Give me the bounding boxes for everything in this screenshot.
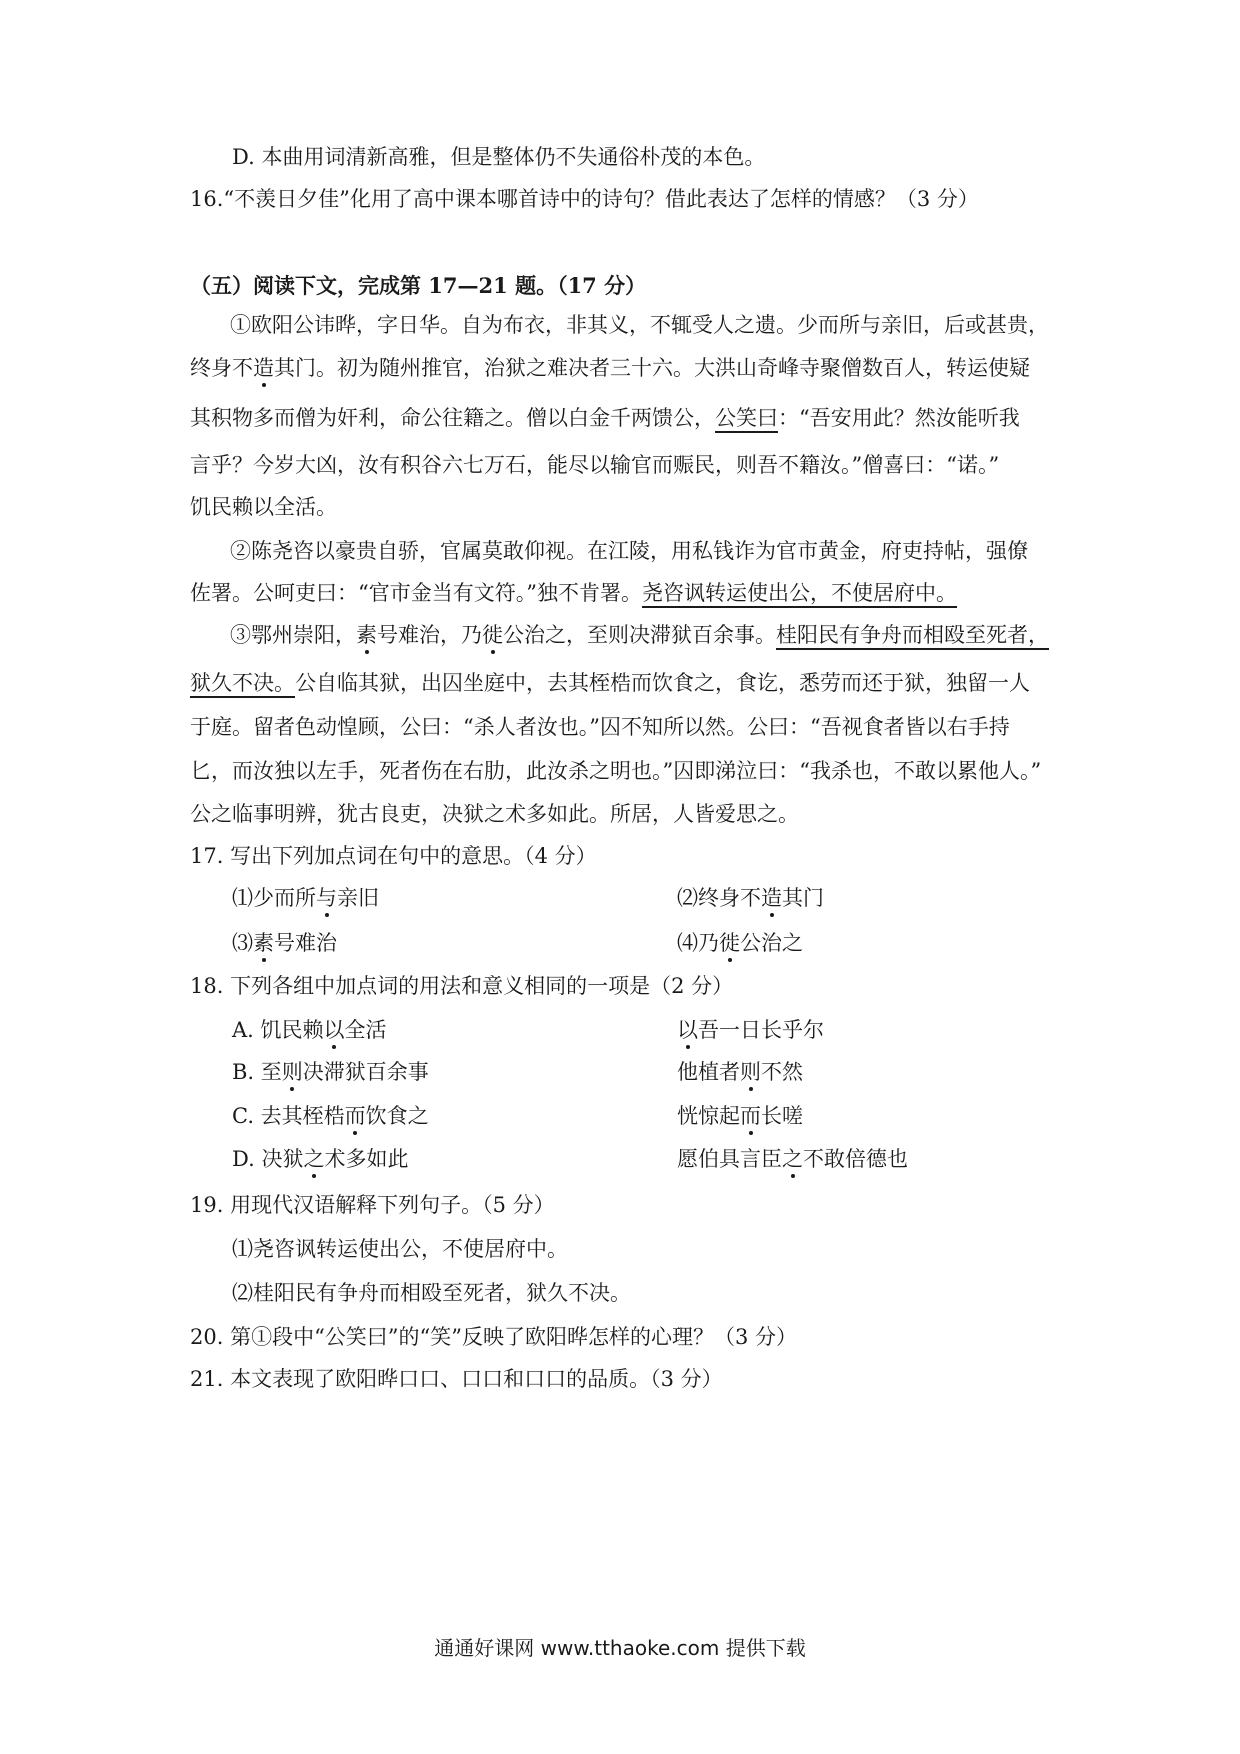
q18-option-c [232, 1101, 803, 1131]
text-segment: 号难治 [274, 931, 337, 955]
text-segment: ⑶ [232, 931, 253, 955]
text-segment: 不敢倍德也 [803, 1147, 908, 1171]
text-segment: 吾一日长乎尔 [698, 1018, 824, 1042]
passage-p2-line2 [190, 578, 957, 608]
text-segment: B. 至 [232, 1060, 282, 1084]
text-segment: 饮食之 [365, 1104, 429, 1128]
question-20: 20. 第①段中“公笑曰”的“笑”反映了欧阳晔怎样的心理？（3 分） [190, 1325, 798, 1349]
text-segment: A. 饥民赖 [232, 1018, 324, 1042]
question-21: 21. 本文表现了欧阳晔口口、口口和口口的品质。（3 分） [190, 1367, 723, 1391]
passage-p3-line2 [190, 668, 1030, 698]
passage-p2-line1: ②陈尧咨以豪贵自骄，官属莫敢仰视。在江陵，用私钱诈为官市黄金，府吏持帖，强僚 [230, 539, 1028, 563]
dotted-word: 与 [316, 886, 337, 910]
dotted-word: 素 [253, 931, 274, 955]
text-segment: 佐署。公呵吏曰：“官市金当有文符。”独不肯署。 [190, 581, 642, 605]
dotted-word: 造 [761, 886, 782, 910]
text-segment: 亲旧 [337, 886, 379, 910]
dotted-word: 而 [344, 1104, 366, 1128]
dotted-word: 则 [740, 1060, 761, 1084]
q17-row1 [232, 883, 824, 913]
dotted-word: 徙 [482, 623, 503, 647]
text-segment: 公治之 [740, 931, 803, 955]
footer-source: 通通好课网 www.tthaoke.com 提供下载 [434, 1636, 806, 1660]
passage-p3-line1 [230, 620, 1049, 650]
dotted-word: 素 [356, 623, 377, 647]
q19-sentence-2: ⑵桂阳民有争舟而相殴至死者，狱久不决。 [232, 1281, 631, 1305]
passage-p1-line5: 饥民赖以全活。 [190, 495, 337, 519]
dotted-word: 徙 [719, 931, 740, 955]
passage-p1-line4: 言乎？今岁大凶，汝有积谷六七万石，能尽以输官而赈民，则吾不籍汝。”僧喜曰：“诺。” [190, 453, 1000, 477]
question-19: 19. 用现代汉语解释下列句子。（5 分） [190, 1193, 555, 1217]
q18-option-a [232, 1015, 824, 1045]
passage-p3-line5: 公之临事明辨，犹古良吏，决狱之术多如此。所居，人皆爱思之。 [190, 802, 799, 826]
dotted-word: 则 [281, 1060, 303, 1084]
text-segment: ⑷乃 [677, 931, 719, 955]
q17-row2 [232, 928, 803, 958]
text-segment: 术多如此 [324, 1147, 409, 1171]
dotted-word: 以 [677, 1018, 698, 1042]
dotted-word: 之 [303, 1147, 325, 1171]
dotted-word: 而 [740, 1104, 761, 1128]
text-segment: 不然 [761, 1060, 803, 1084]
text-segment: 恍惊起 [677, 1104, 740, 1128]
passage-p1-line1: ①欧阳公讳晔，字日华。自为布衣，非其义，不辄受人之遗。少而所与亲旧，后或甚贵， [230, 313, 1049, 337]
question-18: 18. 下列各组中加点词的用法和意义相同的一项是（2 分） [190, 974, 734, 998]
text-segment: 决滞狱百余事 [302, 1060, 429, 1084]
text-segment: 其门 [782, 886, 824, 910]
text-segment: 他植者 [677, 1060, 740, 1084]
underlined-sentence: 尧咨讽转运使出公，不使居府中。 [641, 581, 957, 605]
text-segment: 其积物多而僧为奸利，命公往籍之。僧以白金千两馈公， [190, 406, 715, 430]
text-segment: ③鄂州崇阳， [230, 623, 356, 647]
text-segment: 号难治，乃 [377, 623, 482, 647]
text-segment: D. 决狱 [232, 1147, 304, 1171]
q18-d-compare [677, 1144, 908, 1174]
text-segment: ：“吾安用此？然汝能听我 [778, 406, 1020, 430]
text-segment: 长嗟 [761, 1104, 803, 1128]
text-segment: 全活 [344, 1018, 387, 1042]
text-segment: ⑵终身不 [677, 886, 761, 910]
option-d-line: D. 本曲用词清新高雅，但是整体仍不失通俗朴茂的本色。 [232, 145, 766, 169]
question-16: 16.“不羡日夕佳”化用了高中课本哪首诗中的诗句？借此表达了怎样的情感？（3 分） [190, 187, 979, 211]
passage-p3-line4: 匕，而汝独以左手，死者伤在右肋，此汝杀之明也。”囚即涕泣曰：“我杀也，不敢以累他人。” [190, 759, 1042, 783]
underlined-sentence: 桂阳民有争舟而相殴至死者， [776, 623, 1049, 647]
q17-item2 [677, 883, 824, 913]
passage-p3-line3: 于庭。留者色动惶顾，公曰：“杀人者汝也。”囚不知所以然。公曰：“吾视食者皆以右手持 [190, 715, 1010, 739]
text-segment: 其门。初为随州推官，治狱之难决者三十六。大洪山奇峰寺聚僧数百人，转运使疑 [274, 356, 1030, 380]
passage-p1-line2 [190, 353, 1030, 383]
q17-item4 [677, 928, 803, 958]
q18-option-d [232, 1144, 908, 1174]
text-segment: ⑴少而所 [232, 886, 316, 910]
q18-c-compare [677, 1101, 803, 1131]
text-segment: 愿伯具言臣 [677, 1147, 782, 1171]
q19-sentence-1: ⑴尧咨讽转运使出公，不使居府中。 [232, 1237, 568, 1261]
text-segment: C. 去其桎梏 [232, 1104, 345, 1128]
text-segment: 终身不 [190, 356, 253, 380]
section-header: （五）阅读下文，完成第 17—21 题。（17 分） [190, 273, 647, 298]
question-17: 17. 写出下列加点词在句中的意思。（4 分） [190, 844, 597, 868]
q18-b-compare [677, 1057, 803, 1087]
underlined-phrase: 公笑曰 [715, 406, 778, 430]
dotted-word: 以 [323, 1018, 345, 1042]
passage-p1-line3 [190, 403, 1020, 433]
dotted-word: 之 [782, 1147, 803, 1171]
q18-option-b [232, 1057, 803, 1087]
text-segment: 公治之，至则决滞狱百余事。 [503, 623, 776, 647]
underlined-sentence: 狱久不决。 [190, 671, 295, 695]
q18-a-compare [677, 1015, 824, 1045]
dotted-word: 造 [253, 356, 274, 380]
text-segment: 公自临其狱，出囚坐庭中，去其桎梏而饮食之，食讫，悉劳而还于狱，独留一人 [295, 671, 1030, 695]
